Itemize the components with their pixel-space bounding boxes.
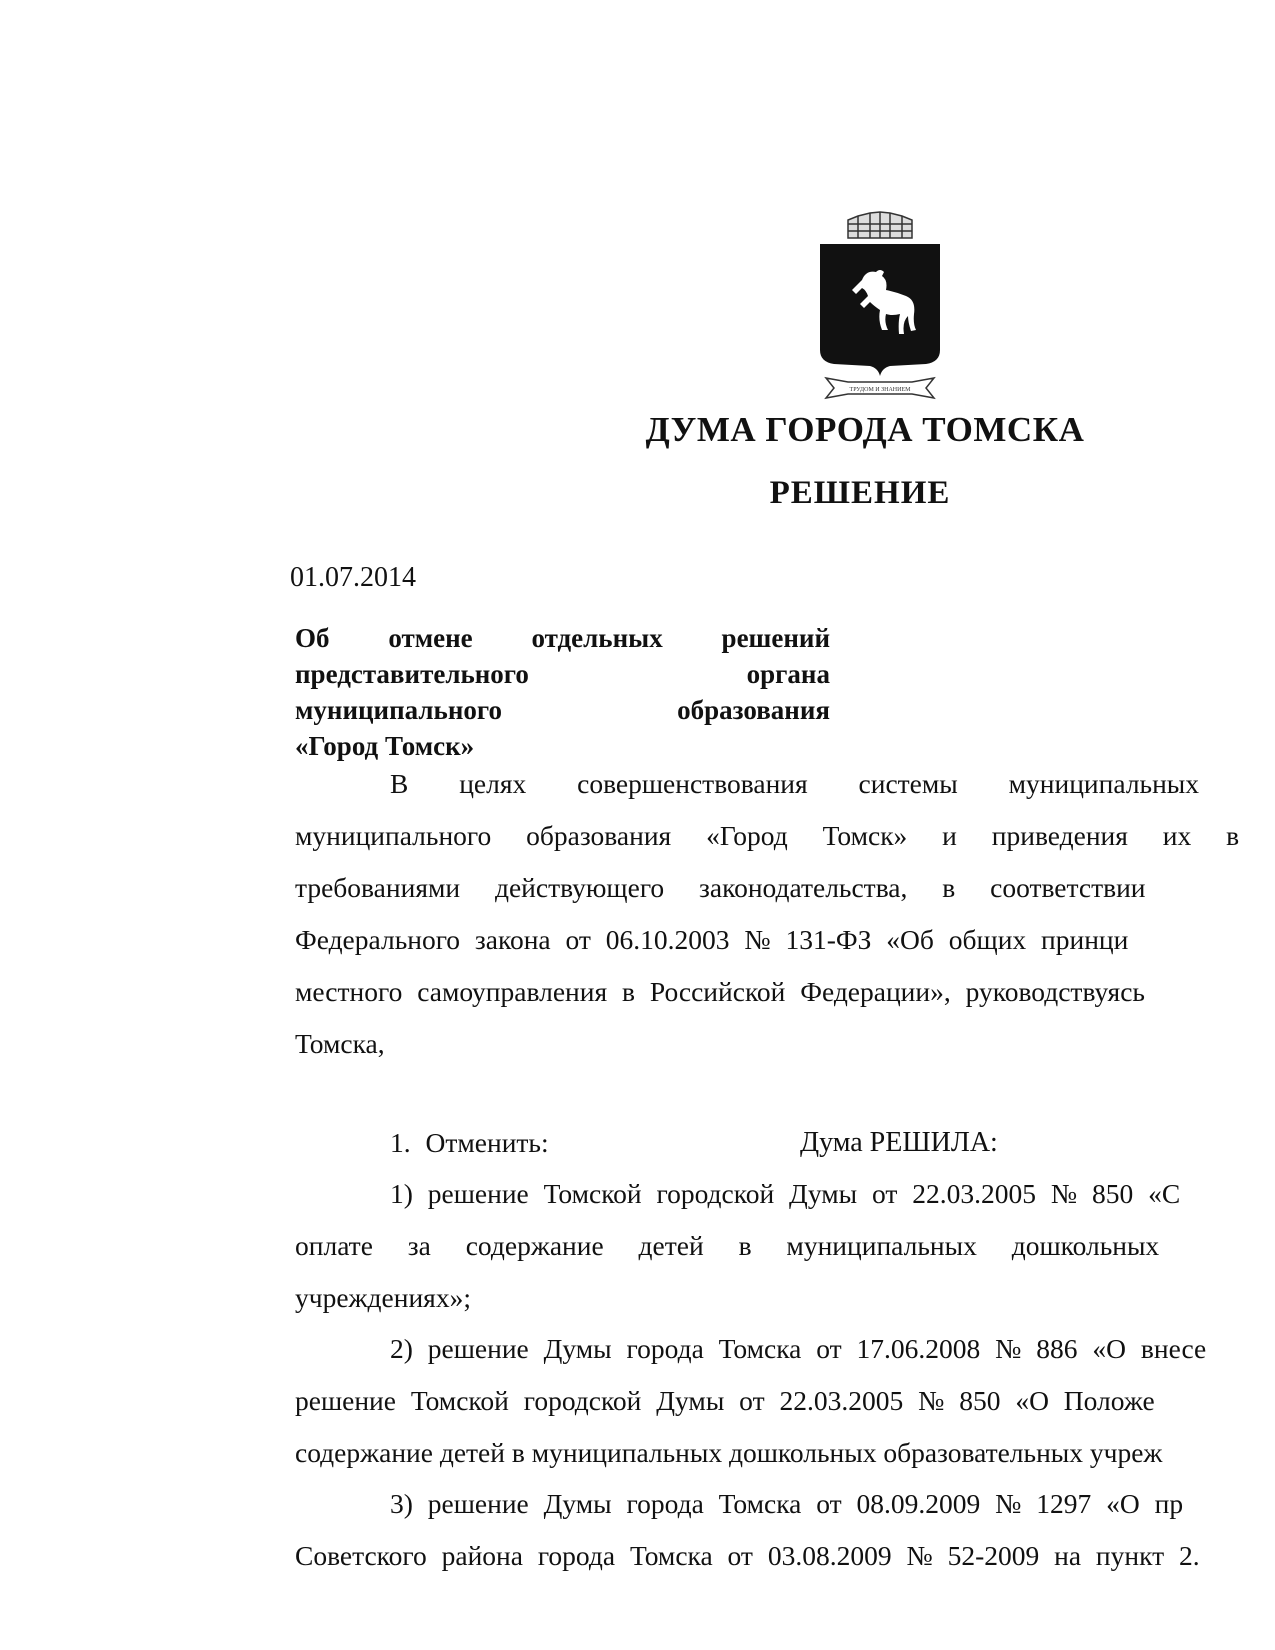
document-date: 01.07.2014 — [290, 562, 416, 593]
organization-title: ДУМА ГОРОДА ТОМСКА — [645, 410, 1085, 449]
body-line: решение Томской городской Думы от 22.03.2005 № 850 «О Положе — [295, 1385, 1155, 1416]
body-line: Томска, — [295, 1028, 385, 1059]
body-line: В целях совершенствования системы муниципальных — [390, 768, 1200, 799]
body-line: муниципального образования «Город Томск» и приведения их в — [295, 820, 1240, 851]
body-line: Советского района города Томска от 03.08.2009 № 52-2009 на пункт 2. — [295, 1540, 1200, 1571]
body-line: местного самоуправления в Российской Федерации», руководствуясь — [295, 976, 1145, 1007]
body-line: 1) решение Томской городской Думы от 22.03.2005 № 850 «С — [390, 1178, 1181, 1209]
document-type: РЕШЕНИЕ — [769, 475, 951, 511]
body-line: Федерального закона от 06.10.2003 № 131-ФЗ «Об общих принци — [295, 924, 1129, 955]
body-line: 2) решение Думы города Томска от 17.06.2008 № 886 «О внесе — [390, 1333, 1207, 1364]
body-line: требованиями действующего законодательства, в соответствии — [295, 872, 1146, 903]
body-line: содержание детей в муниципальных дошкольных образовательных учреж — [295, 1437, 1163, 1468]
item-heading: 1. Отменить: — [390, 1127, 549, 1158]
body-line: учреждениях»; — [295, 1282, 471, 1313]
subject-line: Об отмене отдельных решений — [295, 623, 830, 653]
svg-text:ТРУДОМ И ЗНАНИЕМ: ТРУДОМ И ЗНАНИЕМ — [849, 387, 911, 393]
document-subject — [295, 620, 830, 764]
body-line: 3) решение Думы города Томска от 08.09.2009 № 1297 «О пр — [390, 1488, 1184, 1519]
decision-heading: Дума РЕШИЛА: — [800, 1127, 998, 1158]
subject-line: представительного органа — [295, 659, 830, 689]
coat-of-arms-icon — [818, 210, 942, 410]
subject-line: муниципального образования — [295, 695, 830, 725]
subject-line: «Город Томск» — [295, 731, 475, 761]
body-line: оплате за содержание детей в муниципальных дошкольных — [295, 1230, 1160, 1261]
